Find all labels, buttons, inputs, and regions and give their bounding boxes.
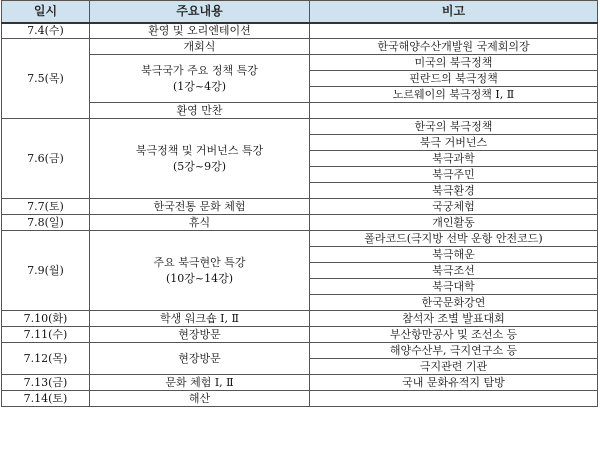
remarks-cell: 북극주민: [310, 167, 598, 183]
content-cell: 현장방문: [90, 327, 310, 343]
table-row: [2, 55, 598, 71]
content-title: 북극정책 및 거버넌스 특강: [135, 143, 264, 157]
remarks-cell: 북극해운: [310, 247, 598, 263]
table-row: [2, 343, 598, 359]
date-cell: 7.4(수): [2, 23, 90, 39]
remarks-cell: 북극조선: [310, 263, 598, 279]
remarks-cell: 국내 문화유적지 탐방: [310, 375, 598, 391]
remarks-cell: 한국문화강연: [310, 295, 598, 311]
remarks-cell: 한국의 북극정책: [310, 119, 598, 135]
table-row: [2, 199, 598, 215]
remarks-cell: 북극과학: [310, 151, 598, 167]
remarks-cell: 북극환경: [310, 183, 598, 199]
remarks-cell: 극지관련 기관: [310, 359, 598, 375]
date-cell: 7.11(수): [2, 327, 90, 343]
table-row: [2, 231, 598, 247]
table-row: [2, 119, 598, 135]
remarks-cell: [310, 23, 598, 39]
header-remarks: 비고: [310, 1, 598, 23]
content-cell: 문화 체험 Ⅰ, Ⅱ: [90, 375, 310, 391]
table-row: [2, 39, 598, 55]
content-cell: [90, 55, 310, 103]
date-cell: 7.9(월): [2, 231, 90, 311]
content-cell: 환영 및 오리엔테이션: [90, 23, 310, 39]
remarks-cell: 폴라코드(극지방 선박 운항 안전코드): [310, 231, 598, 247]
remarks-cell: [310, 391, 598, 407]
remarks-cell: [310, 103, 598, 119]
table-header-row: [2, 1, 598, 23]
remarks-cell: 북극대학: [310, 279, 598, 295]
remarks-cell: 참석자 조별 발표대회: [310, 311, 598, 327]
remarks-cell: 국궁체험: [310, 199, 598, 215]
content-cell: 학생 워크숍 Ⅰ, Ⅱ: [90, 311, 310, 327]
date-cell: 7.12(목): [2, 343, 90, 375]
content-subtitle: (5강~9강): [172, 159, 227, 173]
content-subtitle: (1강~4강): [172, 79, 227, 93]
remarks-cell: 노르웨이의 북극정책 Ⅰ, Ⅱ: [310, 87, 598, 103]
remarks-cell: 해양수산부, 극지연구소 등: [310, 343, 598, 359]
schedule-table: [1, 0, 598, 407]
date-cell: 7.5(목): [2, 39, 90, 119]
date-cell: 7.10(화): [2, 311, 90, 327]
table-row: [2, 375, 598, 391]
date-cell: 7.13(금): [2, 375, 90, 391]
table-row: [2, 327, 598, 343]
header-content: 주요내용: [90, 1, 310, 23]
date-cell: 7.8(일): [2, 215, 90, 231]
header-date: 일시: [2, 1, 90, 23]
content-cell: 휴식: [90, 215, 310, 231]
content-title: 주요 북극현안 특강: [153, 255, 246, 269]
remarks-cell: 한국해양수산개발원 국제회의장: [310, 39, 598, 55]
content-cell: [90, 231, 310, 311]
remarks-cell: 미국의 북극정책: [310, 55, 598, 71]
content-cell: 현장방문: [90, 343, 310, 375]
date-cell: 7.7(토): [2, 199, 90, 215]
table-row: [2, 215, 598, 231]
content-cell: 한국전통 문화 체험: [90, 199, 310, 215]
remarks-cell: 부산항만공사 및 조선소 등: [310, 327, 598, 343]
content-cell: [90, 119, 310, 199]
date-cell: 7.14(토): [2, 391, 90, 407]
remarks-cell: 북극 거버넌스: [310, 135, 598, 151]
remarks-cell: 개인활동: [310, 215, 598, 231]
content-cell: 해산: [90, 391, 310, 407]
table-row: [2, 23, 598, 39]
content-subtitle: (10강~14강): [165, 271, 234, 285]
date-cell: 7.6(금): [2, 119, 90, 199]
table-row: [2, 103, 598, 119]
table-row: [2, 391, 598, 407]
table-row: [2, 311, 598, 327]
content-cell: 환영 만찬: [90, 103, 310, 119]
content-cell: 개회식: [90, 39, 310, 55]
remarks-cell: 핀란드의 북극정책: [310, 71, 598, 87]
content-title: 북극국가 주요 정책 특강: [141, 63, 258, 77]
